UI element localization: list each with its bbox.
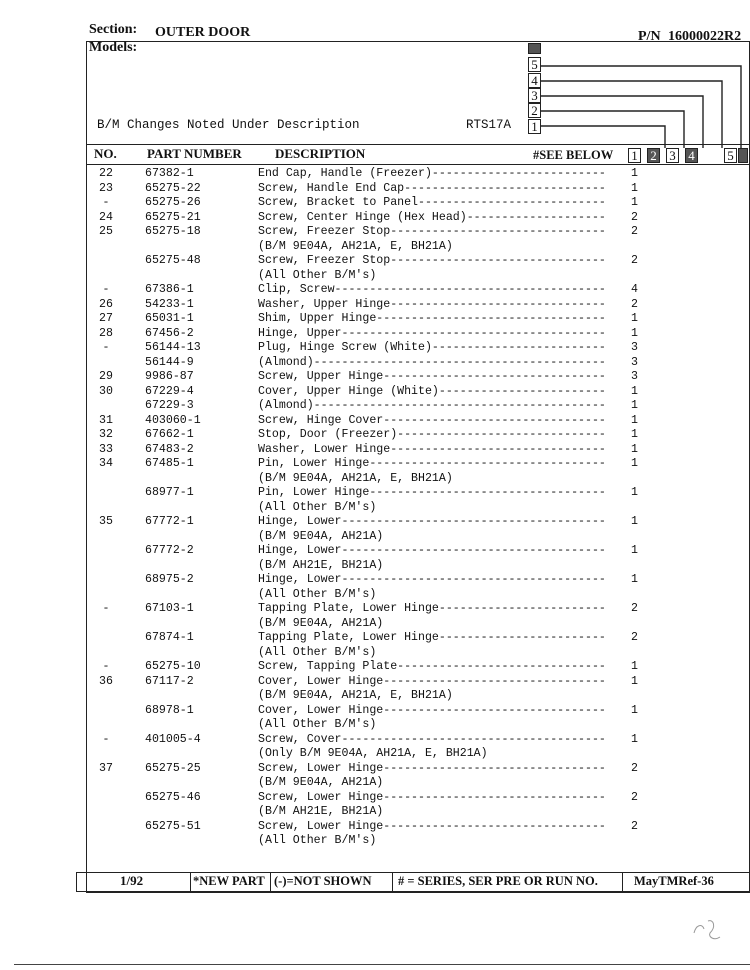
table-row (0, 312, 750, 327)
description: (Only B/M 9E04A, AH21A, E, BH21A) (258, 747, 488, 760)
description: Screw, Handle End Cap----------------------------- (258, 181, 606, 195)
quantity: 1 (631, 384, 638, 398)
table-row (0, 530, 750, 545)
table-row (0, 385, 750, 400)
description: Clip, Screw--------------------------------------- (258, 283, 606, 296)
series-box-4: 4 (528, 73, 541, 88)
quantity: 2 (631, 819, 638, 833)
table-row (0, 515, 750, 530)
table-row (0, 820, 750, 835)
footer-new-part: *NEW PART (193, 874, 265, 888)
item-number: 36 (99, 674, 113, 688)
part-number: 65275-25 (145, 761, 201, 775)
description: (B/M 9E04A, AH21A, E, BH21A) (258, 471, 453, 485)
item-number: 23 (99, 181, 113, 195)
description: Cover, Upper Hinge (White)------------------------ (258, 384, 606, 398)
description: Screw, Hinge Cover-------------------------------- (258, 413, 606, 427)
part-number: 56144-13 (145, 341, 201, 354)
description: Screw, Cover-------------------------------------- (258, 732, 606, 746)
table-row (0, 341, 750, 356)
part-number: 65275-21 (145, 210, 201, 224)
description: Screw, Bracket to Panel--------------------------- (258, 196, 606, 209)
part-number: 65031-1 (145, 312, 194, 325)
description: Cover, Lower Hinge-------------------------------- (258, 703, 606, 717)
part-number: 65275-46 (145, 790, 201, 804)
table-row (0, 631, 750, 646)
footer-divider-4 (622, 872, 623, 891)
bottom-box-edge (738, 148, 748, 163)
table-row (0, 762, 750, 777)
quantity: 1 (631, 732, 638, 746)
item-number: - (102, 732, 110, 746)
item-number: 32 (99, 428, 113, 441)
part-number: 403060-1 (145, 413, 201, 427)
part-number: 67772-1 (145, 515, 194, 528)
table-row (0, 167, 750, 182)
part-number: 67386-1 (145, 283, 194, 296)
table-row (0, 472, 750, 487)
table-row (0, 254, 750, 269)
item-number: 35 (99, 515, 113, 528)
description: (All Other B/M's) (258, 834, 377, 847)
bottom-box-2: 2 (647, 148, 660, 163)
quantity: 2 (631, 225, 638, 238)
quantity: 4 (631, 283, 638, 296)
footer-date: 1/92 (120, 873, 144, 888)
table-row (0, 834, 750, 849)
quantity: 2 (631, 210, 638, 224)
quantity: 2 (631, 254, 638, 267)
part-number: 54233-1 (145, 297, 194, 311)
col-description-header: DESCRIPTION (275, 146, 366, 161)
quantity: 2 (631, 602, 638, 615)
description: (B/M AH21E, BH21A) (258, 558, 384, 572)
quantity: 1 (631, 674, 638, 688)
description: Hinge, Upper-------------------------------------- (258, 326, 606, 340)
footer-divider-0 (76, 872, 77, 891)
quantity: 1 (631, 442, 638, 456)
table-row (0, 443, 750, 458)
description: Pin, Lower Hinge---------------------------------- (258, 486, 606, 499)
quantity: 1 (631, 660, 638, 673)
table-row (0, 370, 750, 385)
item-number: 29 (99, 370, 113, 383)
quantity: 2 (631, 297, 638, 311)
description: Screw, Lower Hinge-------------------------------- (258, 790, 606, 804)
table-row (0, 414, 750, 429)
col-part-number-header: PART NUMBER (147, 146, 242, 161)
part-number: 67874-1 (145, 631, 194, 644)
table-row (0, 588, 750, 603)
footer-series: # = SERIES, SER PRE OR RUN NO. (398, 874, 598, 888)
footer-not-shown: (-)=NOT SHOWN (274, 874, 372, 888)
bottom-box-5: 5 (724, 148, 737, 163)
table-row (0, 646, 750, 661)
part-number: 65275-51 (145, 819, 201, 833)
header-bottom-rule (86, 164, 750, 165)
quantity: 3 (631, 370, 638, 383)
quantity: 2 (631, 631, 638, 644)
part-number: 68975-2 (145, 573, 194, 586)
part-number: 67772-2 (145, 544, 194, 557)
quantity: 1 (631, 544, 638, 557)
item-number: - (102, 283, 110, 296)
part-number: 68978-1 (145, 703, 194, 717)
quantity: 1 (631, 428, 638, 441)
table-row (0, 457, 750, 472)
description: Screw, Tapping Plate------------------------------ (258, 660, 606, 673)
table-row (0, 617, 750, 632)
item-number: 24 (99, 210, 113, 224)
table-row (0, 704, 750, 719)
part-number: 67483-2 (145, 442, 194, 456)
bottom-box-1: 1 (628, 148, 641, 163)
footer-bottom-rule (76, 891, 750, 892)
description: Screw, Center Hinge (Hex Head)-------------------- (258, 210, 606, 224)
page-bottom-rule (14, 964, 750, 965)
description: (All Other B/M's) (258, 645, 377, 659)
description: Washer, Upper Hinge------------------------------- (258, 297, 606, 311)
quantity: 1 (631, 486, 638, 499)
table-row (0, 225, 750, 240)
item-number: 30 (99, 384, 113, 398)
description: Screw, Lower Hinge-------------------------------- (258, 761, 606, 775)
table-row (0, 283, 750, 298)
parts-table (0, 167, 750, 857)
bottom-box-4: 4 (685, 148, 698, 163)
part-number: 65275-22 (145, 181, 201, 195)
table-row (0, 486, 750, 501)
table-row (0, 675, 750, 690)
description: (B/M AH21E, BH21A) (258, 805, 384, 818)
table-row (0, 660, 750, 675)
table-row (0, 501, 750, 516)
item-number: - (102, 602, 110, 615)
footer-divider-1 (190, 872, 191, 891)
section-label: Section: (89, 22, 138, 37)
table-row (0, 544, 750, 559)
item-number: 28 (99, 326, 113, 340)
quantity: 2 (631, 790, 638, 804)
description: (All Other B/M's) (258, 587, 377, 601)
quantity: 1 (631, 181, 638, 195)
part-number: 65275-26 (145, 196, 201, 209)
table-row (0, 747, 750, 762)
description: Stop, Door (Freezer)------------------------------ (258, 428, 606, 441)
description: (All Other B/M's) (258, 268, 377, 282)
description: Screw, Lower Hinge-------------------------------- (258, 819, 606, 833)
quantity: 3 (631, 355, 638, 369)
quantity: 1 (631, 312, 638, 325)
pn-value: 16000022R2 (668, 29, 742, 44)
description: (All Other B/M's) (258, 500, 377, 514)
bottom-box-3: 3 (666, 148, 679, 163)
part-number: 65275-18 (145, 225, 201, 238)
description: Hinge, Lower-------------------------------------- (258, 515, 606, 528)
description: (B/M 9E04A, AH21A) (258, 776, 384, 789)
series-connector-lines (540, 60, 750, 150)
header-top-rule (86, 144, 750, 145)
description: Hinge, Lower-------------------------------------- (258, 573, 606, 586)
part-number: 67229-4 (145, 384, 194, 398)
part-number: 65275-10 (145, 660, 201, 673)
table-row (0, 689, 750, 704)
footer-divider-3 (392, 872, 393, 891)
table-row (0, 327, 750, 342)
quantity: 1 (631, 196, 638, 209)
description: Hinge, Lower-------------------------------------- (258, 544, 606, 557)
table-row (0, 805, 750, 820)
quantity: 3 (631, 341, 638, 354)
table-row (0, 733, 750, 748)
part-number: 67485-1 (145, 457, 194, 470)
table-row (0, 776, 750, 791)
table-row (0, 428, 750, 443)
table-row (0, 791, 750, 806)
description: Shim, Upper Hinge--------------------------------- (258, 312, 606, 325)
quantity: 1 (631, 413, 638, 427)
description: Pin, Lower Hinge---------------------------------- (258, 457, 606, 470)
models-label: Models: (89, 40, 138, 55)
table-row (0, 399, 750, 414)
footer-ref: MayTMRef-36 (634, 874, 714, 888)
part-number: 67662-1 (145, 428, 194, 441)
description: (Almond)------------------------------------------ (258, 399, 606, 412)
description: (B/M 9E04A, AH21A, E, BH21A) (258, 239, 453, 253)
pen-mark (688, 915, 728, 945)
section-value: OUTER DOOR (155, 25, 251, 40)
table-row (0, 573, 750, 588)
table-row (0, 211, 750, 226)
item-number: 33 (99, 442, 113, 456)
series-box-5: 5 (528, 57, 541, 72)
table-row (0, 298, 750, 313)
description: (All Other B/M's) (258, 718, 377, 731)
description: Screw, Upper Hinge-------------------------------- (258, 370, 606, 383)
series-box-top (528, 43, 541, 54)
item-number: 22 (99, 167, 113, 180)
description: Tapping Plate, Lower Hinge------------------------ (258, 602, 606, 615)
item-number: 31 (99, 413, 113, 427)
table-row (0, 559, 750, 574)
part-number: 401005-4 (145, 732, 201, 746)
part-number: 67229-3 (145, 399, 194, 412)
description: Plug, Hinge Screw (White)------------------------- (258, 341, 606, 354)
part-number: 9986-87 (145, 370, 194, 383)
pn-label: P/N (638, 29, 661, 44)
item-number: - (102, 660, 110, 673)
col-see-below-header: #SEE BELOW (533, 148, 614, 162)
description: Screw, Freezer Stop------------------------------- (258, 254, 606, 267)
quantity: 1 (631, 167, 638, 180)
description: (B/M 9E04A, AH21A, E, BH21A) (258, 689, 453, 702)
col-no-header: NO. (94, 146, 117, 161)
table-row (0, 269, 750, 284)
part-number: 68977-1 (145, 486, 194, 499)
quantity: 1 (631, 573, 638, 586)
footer-divider-2 (270, 872, 271, 891)
series-box-2: 2 (528, 103, 541, 118)
part-number: 67382-1 (145, 167, 194, 180)
table-row (0, 196, 750, 211)
quantity: 1 (631, 399, 638, 412)
bm-note: B/M Changes Noted Under Description (97, 118, 360, 132)
table-row (0, 356, 750, 371)
quantity: 1 (631, 515, 638, 528)
description: Cover, Lower Hinge-------------------------------- (258, 674, 606, 688)
table-row (0, 182, 750, 197)
quantity: 2 (631, 761, 638, 775)
description: (B/M 9E04A, AH21A) (258, 529, 384, 543)
part-number: 65275-48 (145, 254, 201, 267)
item-number: 26 (99, 297, 113, 311)
table-row (0, 718, 750, 733)
item-number: - (102, 196, 110, 209)
item-number: - (102, 341, 110, 354)
description: Tapping Plate, Lower Hinge------------------------ (258, 631, 606, 644)
quantity: 1 (631, 326, 638, 340)
series-box-1: 1 (528, 119, 541, 134)
table-row (0, 602, 750, 617)
quantity: 1 (631, 703, 638, 717)
table-row (0, 240, 750, 255)
description: Screw, Freezer Stop------------------------------- (258, 225, 606, 238)
item-number: 37 (99, 761, 113, 775)
series-box-3: 3 (528, 88, 541, 103)
part-number: 56144-9 (145, 355, 194, 369)
item-number: 25 (99, 225, 113, 238)
footer-top-rule (76, 872, 750, 873)
quantity: 1 (631, 457, 638, 470)
description: Washer, Lower Hinge------------------------------- (258, 442, 606, 456)
description: (Almond)------------------------------------------ (258, 355, 606, 369)
part-number: 67117-2 (145, 674, 194, 688)
item-number: 27 (99, 312, 113, 325)
item-number: 34 (99, 457, 113, 470)
model-name: RTS17A (466, 118, 512, 132)
description: (B/M 9E04A, AH21A) (258, 616, 384, 630)
part-number: 67103-1 (145, 602, 194, 615)
description: End Cap, Handle (Freezer)------------------------- (258, 167, 606, 180)
part-number: 67456-2 (145, 326, 194, 340)
